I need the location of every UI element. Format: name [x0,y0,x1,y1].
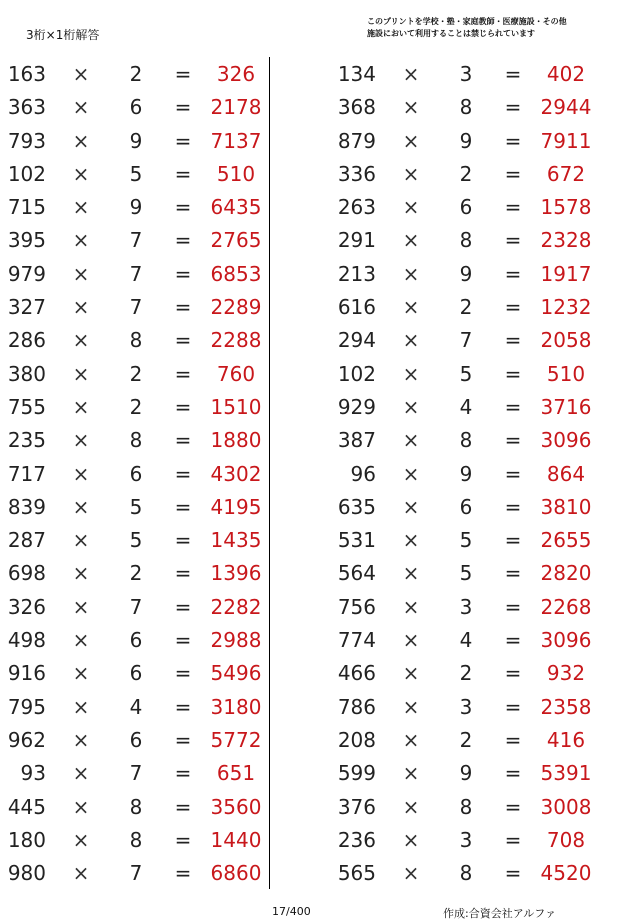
answer: 1917 [540,261,592,286]
multiplier: 9 [459,261,473,286]
equals-sign: = [174,794,192,819]
multiplier: 6 [129,727,143,752]
answer: 3180 [210,694,262,719]
multiplier: 2 [459,295,473,320]
times-sign: × [402,494,420,519]
multiplier: 5 [459,361,473,386]
multiplicand: 498 [7,628,46,653]
equals-sign: = [504,428,522,453]
equals-sign: = [174,661,192,686]
answer: 672 [546,161,586,186]
equals-sign: = [174,228,192,253]
times-sign: × [402,161,420,186]
multiplicand: 102 [7,161,46,186]
multiplier: 5 [459,528,473,553]
multiplier: 8 [129,328,143,353]
times-sign: × [402,827,420,852]
multiplier: 8 [459,861,473,886]
multiplier: 6 [129,461,143,486]
answer: 708 [546,827,586,852]
times-sign: × [72,861,90,886]
equals-sign: = [174,694,192,719]
multiplier: 8 [459,794,473,819]
multiplicand: 715 [7,195,46,220]
equals-sign: = [174,861,192,886]
multiplicand: 163 [7,62,46,86]
answer: 6853 [210,261,262,286]
multiplier: 2 [459,727,473,752]
equals-sign: = [504,195,522,220]
multiplicand: 213 [337,261,376,286]
equals-sign: = [174,95,192,120]
answer: 1396 [210,561,262,586]
multiplier: 6 [129,628,143,653]
times-sign: × [402,727,420,752]
multiplier: 9 [459,461,473,486]
multiplier: 2 [129,394,143,419]
answer: 6860 [210,861,262,886]
multiplicand: 236 [337,827,376,852]
multiplicand: 287 [7,528,46,553]
answer: 2328 [540,228,592,253]
times-sign: × [402,528,420,553]
equals-sign: = [174,594,192,619]
equals-sign: = [174,328,192,353]
times-sign: × [72,228,90,253]
equals-sign: = [504,461,522,486]
multiplicand: 180 [7,827,46,852]
answer: 932 [546,661,586,686]
multiplicand: 263 [337,195,376,220]
answer: 1440 [210,827,262,852]
answer: 2058 [540,328,592,353]
answer: 2178 [210,95,262,120]
multiplicand: 368 [337,95,376,120]
page-number: 17/400 [272,905,311,918]
multiplier: 2 [129,361,143,386]
equals-sign: = [504,594,522,619]
multiplier: 7 [129,228,143,253]
times-sign: × [402,62,420,86]
answer: 2288 [210,328,262,353]
answer: 4520 [540,861,592,886]
multiplier: 3 [459,62,473,86]
times-sign: × [402,428,420,453]
times-sign: × [402,95,420,120]
multiplier: 6 [459,195,473,220]
multiplier: 8 [459,428,473,453]
column-divider [269,57,270,889]
equals-sign: = [504,161,522,186]
times-sign: × [72,95,90,120]
multiplicand: 756 [337,594,376,619]
author-credit: 作成:合資会社アルファ [443,907,557,920]
times-sign: × [402,328,420,353]
answer: 1578 [540,195,592,220]
equals-sign: = [504,561,522,586]
multiplicand: 531 [337,528,376,553]
answer: 3008 [540,794,592,819]
multiplicand: 698 [7,561,46,586]
times-sign: × [402,128,420,153]
equals-sign: = [504,494,522,519]
times-sign: × [72,62,90,86]
equals-sign: = [504,661,522,686]
multiplier: 8 [459,95,473,120]
multiplier: 6 [129,95,143,120]
times-sign: × [72,295,90,320]
answer: 864 [546,461,586,486]
equals-sign: = [174,161,192,186]
equals-sign: = [174,561,192,586]
times-sign: × [72,461,90,486]
equals-sign: = [504,128,522,153]
equals-sign: = [174,461,192,486]
equals-sign: = [174,528,192,553]
times-sign: × [72,561,90,586]
times-sign: × [402,195,420,220]
multiplier: 7 [129,295,143,320]
multiplier: 7 [129,594,143,619]
multiplicand: 879 [337,128,376,153]
equals-sign: = [504,394,522,419]
multiplier: 7 [129,261,143,286]
answer: 3810 [540,494,592,519]
multiplicand: 755 [7,394,46,419]
multiplicand: 979 [7,261,46,286]
answer: 326 [216,62,256,86]
multiplicand: 294 [337,328,376,353]
equals-sign: = [504,95,522,120]
times-sign: × [72,361,90,386]
times-sign: × [402,628,420,653]
multiplicand: 395 [7,228,46,253]
answer: 3096 [540,628,592,653]
answer: 2820 [540,561,592,586]
answer: 6435 [210,195,262,220]
multiplicand: 929 [337,394,376,419]
equals-sign: = [174,261,192,286]
multiplicand: 286 [7,328,46,353]
equals-sign: = [174,295,192,320]
times-sign: × [72,661,90,686]
equals-sign: = [504,528,522,553]
multiplier: 8 [129,428,143,453]
answer: 3560 [210,794,262,819]
equals-sign: = [504,295,522,320]
multiplicand: 235 [7,428,46,453]
multiplier: 8 [129,827,143,852]
multiplicand: 134 [337,62,376,86]
multiplier: 9 [459,761,473,786]
equals-sign: = [504,228,522,253]
multiplicand: 380 [7,361,46,386]
equals-sign: = [174,361,192,386]
times-sign: × [72,594,90,619]
answer: 1232 [540,295,592,320]
multiplier: 9 [459,128,473,153]
answer: 7137 [210,128,262,153]
equals-sign: = [174,827,192,852]
multiplier: 4 [459,394,473,419]
answer: 2655 [540,528,592,553]
equals-sign: = [504,827,522,852]
times-sign: × [72,195,90,220]
multiplicand: 102 [337,361,376,386]
equals-sign: = [504,761,522,786]
multiplier: 8 [129,794,143,819]
answer: 2282 [210,594,262,619]
times-sign: × [402,461,420,486]
answer: 1510 [210,394,262,419]
times-sign: × [72,428,90,453]
multiplier: 9 [129,195,143,220]
answer: 5496 [210,661,262,686]
multiplicand: 466 [337,661,376,686]
multiplicand: 786 [337,694,376,719]
times-sign: × [402,594,420,619]
equals-sign: = [504,361,522,386]
answer: 3716 [540,394,592,419]
usage-notice-line2: 施設において利用することは禁じられています [367,29,535,38]
multiplier: 7 [129,761,143,786]
multiplicand: 387 [337,428,376,453]
equals-sign: = [174,128,192,153]
multiplicand: 327 [7,295,46,320]
answer: 416 [546,727,586,752]
equals-sign: = [504,628,522,653]
times-sign: × [72,328,90,353]
equals-sign: = [504,62,522,86]
multiplicand: 635 [337,494,376,519]
equals-sign: = [174,494,192,519]
equals-sign: = [504,861,522,886]
times-sign: × [402,861,420,886]
times-sign: × [72,494,90,519]
answer: 2268 [540,594,592,619]
equals-sign: = [504,727,522,752]
multiplier: 2 [459,161,473,186]
multiplier: 8 [459,228,473,253]
times-sign: × [72,128,90,153]
multiplicand: 208 [337,727,376,752]
equals-sign: = [174,727,192,752]
answer: 4302 [210,461,262,486]
times-sign: × [72,727,90,752]
answer: 1435 [210,528,262,553]
answer: 3096 [540,428,592,453]
times-sign: × [402,561,420,586]
answer: 402 [546,62,586,86]
times-sign: × [72,694,90,719]
multiplicand: 564 [337,561,376,586]
answer: 651 [216,761,256,786]
multiplier: 5 [129,494,143,519]
equals-sign: = [504,261,522,286]
answer: 2944 [540,95,592,120]
times-sign: × [72,761,90,786]
answer: 5391 [540,761,592,786]
answer: 2289 [210,295,262,320]
multiplier: 5 [459,561,473,586]
multiplicand: 774 [337,628,376,653]
equals-sign: = [174,62,192,86]
multiplier: 5 [129,161,143,186]
times-sign: × [72,827,90,852]
multiplier: 3 [459,594,473,619]
multiplicand: 839 [7,494,46,519]
multiplicand: 599 [337,761,376,786]
multiplicand: 291 [337,228,376,253]
multiplicand: 916 [7,661,46,686]
multiplicand: 616 [337,295,376,320]
multiplicand: 96 [350,461,376,486]
times-sign: × [402,361,420,386]
equals-sign: = [174,195,192,220]
times-sign: × [72,394,90,419]
multiplier: 2 [129,561,143,586]
answer: 7911 [540,128,592,153]
times-sign: × [72,528,90,553]
answer: 760 [216,361,256,386]
multiplier: 6 [459,494,473,519]
answer: 5772 [210,727,262,752]
multiplicand: 962 [7,727,46,752]
answer: 1880 [210,428,262,453]
multiplicand: 93 [20,761,46,786]
times-sign: × [402,761,420,786]
equals-sign: = [504,794,522,819]
multiplicand: 980 [7,861,46,886]
multiplicand: 795 [7,694,46,719]
worksheet-title: 3桁×1桁解答 [26,28,100,42]
multiplier: 4 [129,694,143,719]
multiplier: 3 [459,694,473,719]
multiplicand: 793 [7,128,46,153]
times-sign: × [72,161,90,186]
times-sign: × [72,261,90,286]
times-sign: × [72,794,90,819]
multiplier: 2 [459,661,473,686]
times-sign: × [402,228,420,253]
multiplier: 7 [459,328,473,353]
multiplier: 9 [129,128,143,153]
multiplicand: 376 [337,794,376,819]
usage-notice-line1: このプリントを学校・塾・家庭教師・医療施設・その他 [367,17,567,26]
multiplicand: 565 [337,861,376,886]
multiplicand: 326 [7,594,46,619]
answer: 2358 [540,694,592,719]
equals-sign: = [504,694,522,719]
answer: 510 [216,161,256,186]
times-sign: × [402,661,420,686]
times-sign: × [402,394,420,419]
multiplier: 3 [459,827,473,852]
multiplier: 6 [129,661,143,686]
times-sign: × [402,794,420,819]
answer: 2765 [210,228,262,253]
answer: 4195 [210,494,262,519]
multiplicand: 336 [337,161,376,186]
multiplier: 2 [129,62,143,86]
equals-sign: = [174,628,192,653]
equals-sign: = [174,761,192,786]
equals-sign: = [504,328,522,353]
equals-sign: = [174,428,192,453]
multiplier: 7 [129,861,143,886]
equals-sign: = [174,394,192,419]
multiplicand: 717 [7,461,46,486]
answer: 2988 [210,628,262,653]
multiplier: 4 [459,628,473,653]
times-sign: × [72,628,90,653]
times-sign: × [402,295,420,320]
multiplicand: 445 [7,794,46,819]
answer: 510 [546,361,586,386]
multiplicand: 363 [7,95,46,120]
usage-notice [367,16,607,40]
times-sign: × [402,261,420,286]
multiplier: 5 [129,528,143,553]
times-sign: × [402,694,420,719]
